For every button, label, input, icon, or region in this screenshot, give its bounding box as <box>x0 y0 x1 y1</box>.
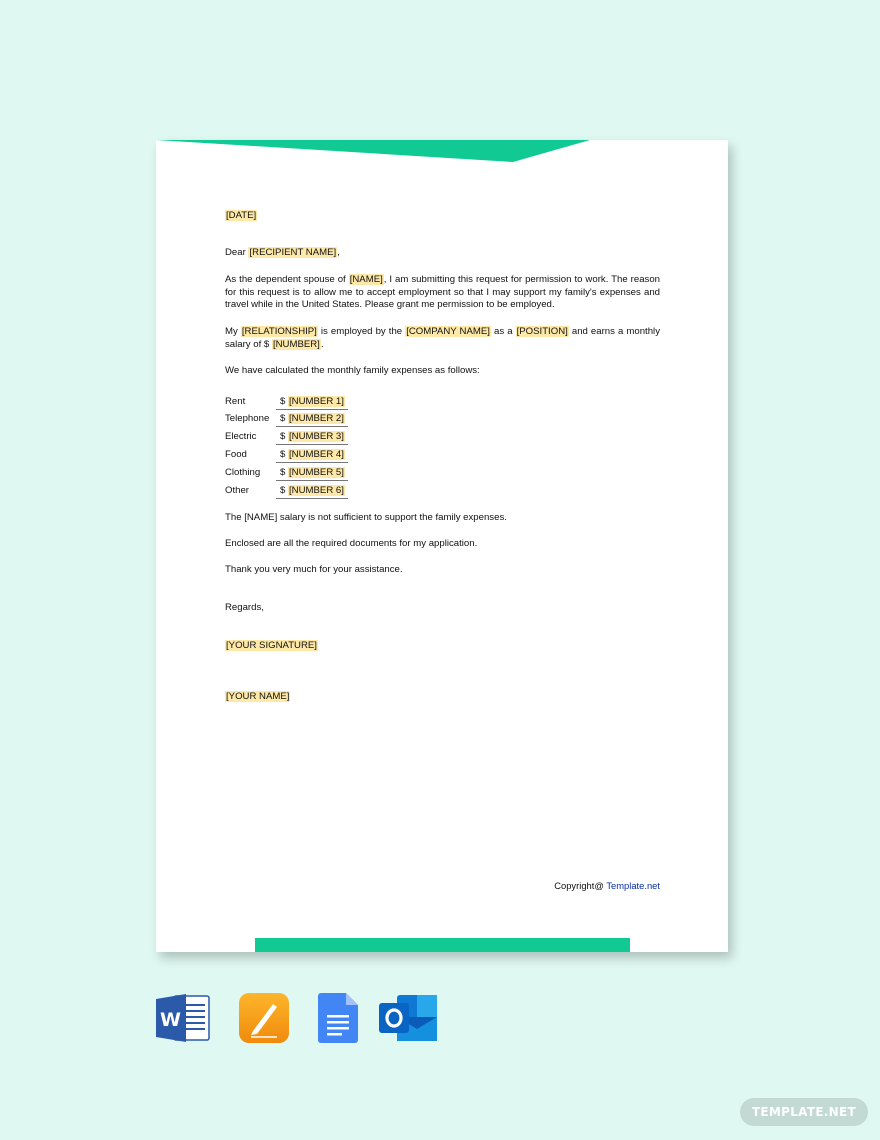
copyright: Copyright@ Template.net <box>554 880 660 891</box>
your-name-line <box>225 691 660 704</box>
word-icon[interactable] <box>156 993 210 1043</box>
salary-placeholder: [NUMBER] <box>272 338 320 350</box>
expense-row: Electric $ [NUMBER 3] <box>225 431 425 445</box>
signature-placeholder: [YOUR SIGNATURE] <box>226 640 317 651</box>
svg-text:W: W <box>160 1009 181 1031</box>
expense-row: Rent $ [NUMBER 1] <box>225 396 425 410</box>
paragraph-1: As the dependent spouse of [NAME], I am submitting this request for permission to work. The reason for this request is to allow me to accept employment so that I may support my family's expenses and travel while in the United States. Please grant me permission to be employed. <box>225 274 660 310</box>
company-placeholder: [COMPANY NAME] <box>406 326 490 337</box>
top-banner-shape <box>156 140 728 166</box>
date-line <box>225 210 660 223</box>
date-placeholder: [DATE] <box>226 210 257 221</box>
letter-page <box>156 140 728 952</box>
expense-row: Telephone $ [NUMBER 2] <box>225 413 425 427</box>
position-placeholder: [POSITION] <box>516 326 568 337</box>
recipient-placeholder: [RECIPIENT NAME] <box>249 247 337 258</box>
paragraph-3: We have calculated the monthly family expenses as follows: <box>225 365 480 376</box>
outlook-icon[interactable] <box>379 993 439 1043</box>
your-name-placeholder: [YOUR NAME] <box>226 691 290 702</box>
paragraph-6: Thank you very much for your assistance. <box>225 564 403 575</box>
paragraph-4: The [NAME] salary is not sufficient to support the family expenses. <box>225 512 507 523</box>
paragraph-5: Enclosed are all the required documents for my application. <box>225 538 478 549</box>
salutation: Dear [RECIPIENT NAME], <box>225 247 340 258</box>
google-docs-icon[interactable] <box>318 993 358 1043</box>
closing: Regards, <box>225 602 264 613</box>
bottom-accent-bar <box>255 938 630 952</box>
expense-row: Food $ [NUMBER 4] <box>225 449 425 463</box>
expense-row: Other $ [NUMBER 6] <box>225 485 425 499</box>
paragraph-2: My [RELATIONSHIP] is employed by the [COMPANY NAME] as a [POSITION] and earns a monthly salary of $ [NUMBER]. <box>225 326 660 350</box>
pages-icon[interactable] <box>239 993 289 1043</box>
signature-line <box>225 640 660 653</box>
expense-row: Clothing $ [NUMBER 5] <box>225 467 425 481</box>
template-link[interactable]: Template.net <box>606 880 660 891</box>
relationship-placeholder: [RELATIONSHIP] <box>241 326 317 337</box>
template-net-badge[interactable]: TEMPLATE.NET <box>740 1098 868 1126</box>
name-placeholder: [NAME] <box>349 274 383 285</box>
